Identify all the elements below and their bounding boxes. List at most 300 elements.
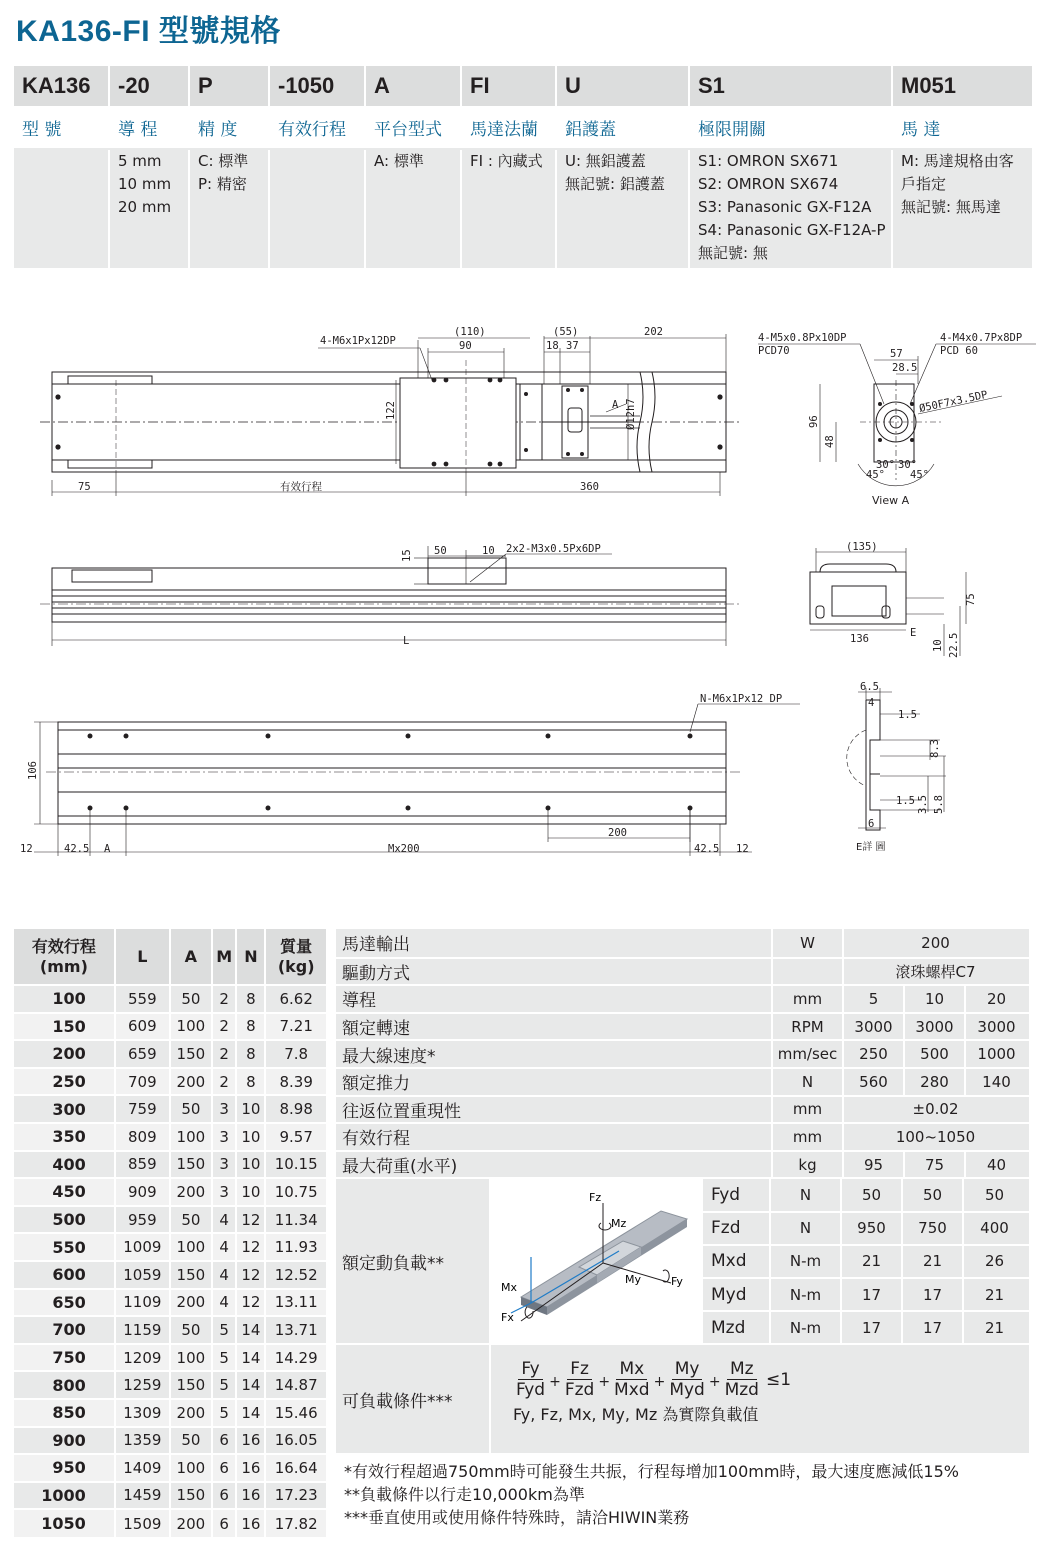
table-cell: 809	[115, 1123, 170, 1151]
option-item: 無記號: 無馬達	[901, 198, 1001, 216]
table-cell: 550	[14, 1233, 115, 1261]
dim-text: 200	[608, 827, 627, 839]
options-model	[14, 150, 110, 268]
spec-row-stroke	[336, 1122, 1029, 1150]
load-value: 17	[903, 1312, 964, 1343]
load-symbol: Fyd	[703, 1179, 771, 1210]
dim-text: 6	[868, 818, 875, 830]
dim-text: 202	[644, 326, 663, 338]
table-cell: 10	[236, 1151, 265, 1179]
table-cell: 1209	[115, 1344, 170, 1372]
table-cell: 800	[14, 1371, 115, 1399]
spec-row-lead	[336, 984, 1029, 1012]
table-cell: 1309	[115, 1399, 170, 1427]
load-symbol: Mxd	[703, 1246, 771, 1277]
load-value: 26	[984, 1252, 1005, 1271]
spec-unit: mm	[773, 1124, 844, 1150]
dim-text: 75	[965, 593, 977, 606]
spec-value: 滾珠螺桿C7	[895, 962, 976, 981]
table-cell: 5	[212, 1344, 237, 1372]
dim-text: 90	[459, 340, 472, 352]
table-cell: 14	[236, 1399, 265, 1427]
table-row	[14, 1509, 327, 1537]
option-item: C: 標準	[198, 152, 249, 170]
spec-unit: mm	[773, 986, 844, 1012]
spec-name: 額定推力	[336, 1069, 773, 1095]
table-cell: 12	[236, 1233, 265, 1261]
dim-text: PCD 60	[940, 345, 978, 357]
load-symbol: Mzd	[703, 1312, 771, 1343]
table-cell: 909	[115, 1178, 170, 1206]
dim-text: 45°	[910, 469, 929, 481]
fraction: $\frac{Fy}{\text{Fyd}}$	[516, 1359, 546, 1401]
load-value: 21	[903, 1246, 964, 1277]
table-cell: 6	[212, 1427, 237, 1455]
spec-unit: mm/sec	[773, 1041, 844, 1067]
table-cell: 50	[170, 1316, 212, 1344]
spec-row-drive	[336, 957, 1029, 985]
dim-text: Mx200	[388, 843, 420, 855]
spec-name: 最大線速度*	[336, 1041, 773, 1067]
table-cell: 14.29	[265, 1344, 327, 1372]
condition-note: Fy, Fz, Mx, My, Mz 為實際負載值	[513, 1405, 759, 1425]
table-cell: 10.75	[265, 1178, 327, 1206]
detail-e	[847, 688, 946, 830]
table-cell: 100	[170, 1233, 212, 1261]
table-cell: 6	[212, 1482, 237, 1510]
label-motor: 馬 達	[901, 119, 941, 140]
table-cell: 7.8	[265, 1040, 327, 1068]
dim-text: Ø50F7x3.5DP	[918, 388, 989, 415]
detail-e-caption: E詳 圖	[856, 842, 886, 853]
table-cell: 200	[170, 1178, 212, 1206]
dim-text: 12	[736, 843, 749, 855]
table-cell: 200	[170, 1509, 212, 1537]
load-value: 50	[984, 1185, 1005, 1204]
code-cover: U	[557, 66, 690, 106]
table-row	[14, 1482, 327, 1510]
load-unit: N-m	[771, 1246, 842, 1277]
table-cell: 8.98	[265, 1095, 327, 1123]
table-cell: 759	[115, 1095, 170, 1123]
spec-value: 3000	[905, 1014, 966, 1040]
header-M: M	[212, 929, 237, 985]
spec-unit	[773, 959, 844, 985]
table-cell: 200	[170, 1289, 212, 1317]
code-lead: -20	[110, 66, 190, 106]
dim-text: 42.5	[694, 843, 720, 855]
table-cell: 16.05	[265, 1427, 327, 1455]
options-motor	[893, 150, 1032, 268]
dynamic-load-block	[336, 1177, 1029, 1343]
table-cell: 10	[236, 1095, 265, 1123]
options-precision	[190, 150, 270, 268]
dim-text: 1.5	[896, 795, 915, 807]
dim-text: 106	[27, 761, 39, 780]
label-cover: 鋁護蓋	[557, 106, 690, 148]
label-platform: 平台型式	[366, 106, 462, 148]
load-row	[703, 1310, 1029, 1343]
table-cell: 100	[170, 1123, 212, 1151]
table-cell: 3	[212, 1178, 237, 1206]
spec-value: 20	[986, 989, 1007, 1008]
table-cell: 300	[14, 1095, 115, 1123]
table-cell: 1359	[115, 1427, 170, 1455]
model-options-row	[14, 148, 1032, 268]
axis-label: My	[625, 1273, 642, 1287]
load-unit: N-m	[771, 1279, 842, 1310]
option-item: S4: Panasonic GX-F12A-P	[698, 221, 886, 239]
spec-unit: kg	[773, 1152, 844, 1178]
load-value: 17	[842, 1312, 903, 1343]
options-stroke	[270, 150, 366, 268]
footnote: ***垂直使用或使用條件特殊時，請洽HIWIN業務	[344, 1508, 690, 1527]
spec-row-speed	[336, 1039, 1029, 1067]
table-cell: 1009	[115, 1233, 170, 1261]
load-unit: N	[771, 1179, 842, 1210]
spec-name: 馬達輸出	[336, 929, 773, 957]
stroke-table-body	[14, 985, 327, 1537]
load-row	[703, 1277, 1029, 1310]
axis-label: Mz	[611, 1217, 627, 1231]
dim-text: 57	[890, 348, 903, 360]
table-cell: 350	[14, 1123, 115, 1151]
dim-text: 30°	[898, 459, 917, 471]
option-item: 無記號: 鋁護蓋	[565, 175, 665, 193]
table-cell: 14	[236, 1316, 265, 1344]
table-cell: 1159	[115, 1316, 170, 1344]
stroke-table-header	[14, 929, 327, 985]
table-cell: 3	[212, 1095, 237, 1123]
load-value: 50	[842, 1179, 903, 1210]
code-flange: FI	[462, 66, 557, 106]
table-row	[14, 1123, 327, 1151]
side-view	[40, 546, 740, 646]
table-cell: 750	[14, 1344, 115, 1372]
dim-text: L	[403, 635, 410, 647]
spec-value: 1000	[977, 1045, 1016, 1064]
label-stroke: 有效行程	[270, 106, 366, 148]
spec-value: 95	[844, 1152, 905, 1178]
code-platform: A	[366, 66, 462, 106]
table-row	[14, 1040, 327, 1068]
table-cell: 650	[14, 1289, 115, 1317]
table-cell: 2	[212, 1013, 237, 1041]
table-cell: 1050	[14, 1509, 115, 1537]
spec-value: 280	[905, 1069, 966, 1095]
spec-unit: N	[773, 1069, 844, 1095]
load-symbol: Myd	[703, 1279, 771, 1310]
dim-text: (110)	[454, 326, 486, 338]
table-cell: 6	[212, 1454, 237, 1482]
dim-text: 22.5	[948, 632, 960, 658]
dim-text: 5.8	[933, 795, 945, 814]
spec-unit: W	[773, 929, 844, 957]
table-row	[14, 1151, 327, 1179]
dim-text: 37	[566, 340, 579, 352]
table-row	[14, 1399, 327, 1427]
load-row	[703, 1179, 1029, 1210]
table-row	[14, 1095, 327, 1123]
dim-text: 96	[808, 415, 820, 428]
model-label-row	[14, 106, 1032, 148]
table-cell: 100	[170, 1013, 212, 1041]
table-row	[14, 1316, 327, 1344]
table-cell: 10	[236, 1178, 265, 1206]
inequality: ≤1	[765, 1369, 792, 1390]
dim-text: 8.3	[929, 739, 941, 758]
table-cell: 659	[115, 1040, 170, 1068]
spec-value: 560	[844, 1069, 905, 1095]
load-row	[703, 1244, 1029, 1277]
table-cell: 13.11	[265, 1289, 327, 1317]
axis-label: Fx	[501, 1311, 514, 1325]
load-symbol: Fzd	[703, 1213, 771, 1244]
table-cell: 50	[170, 1095, 212, 1123]
model-code-row	[14, 66, 1032, 106]
dim-text: A	[104, 843, 111, 855]
table-cell: 5	[212, 1371, 237, 1399]
table-row	[14, 1454, 327, 1482]
load-value: 17	[842, 1279, 903, 1310]
table-row	[14, 1068, 327, 1096]
dim-text: 4	[868, 697, 875, 709]
dim-text: 18	[546, 340, 559, 352]
dim-text: 28.5	[892, 362, 918, 374]
table-cell: 150	[170, 1261, 212, 1289]
bottom-view	[34, 704, 800, 856]
label-model: 型 號	[14, 106, 110, 148]
fraction: $\frac{My}{\text{Myd}}$	[669, 1359, 705, 1401]
spec-unit: mm	[773, 1097, 844, 1123]
spec-name: 額定轉速	[336, 1014, 773, 1040]
table-cell: 12	[236, 1261, 265, 1289]
options-switch	[690, 150, 893, 268]
table-cell: 8	[236, 1013, 265, 1041]
table-cell: 16	[236, 1427, 265, 1455]
table-row	[14, 1013, 327, 1041]
table-cell: 12.52	[265, 1261, 327, 1289]
load-condition-block	[336, 1343, 1029, 1453]
formula: $\frac{Fy}{\text{Fyd}}$ + $\frac{Fz}{\text{Fzd}}$ + $\frac{Mx}{\text{Mxd}}$ + $\frac{My}{\text{Myd}}$ + $\frac{Mz}{\text{Mzd}}$ ≤1	[516, 1359, 792, 1401]
table-cell: 100	[170, 1454, 212, 1482]
dynamic-load-label: 額定動負載**	[336, 1179, 491, 1343]
option-item: 20 mm	[118, 198, 172, 216]
table-cell: 4	[212, 1261, 237, 1289]
spec-value: 3000	[977, 1017, 1016, 1036]
dim-text: 12	[20, 843, 33, 855]
table-cell: 11.34	[265, 1206, 327, 1234]
dim-text: PCD70	[758, 345, 790, 357]
table-row	[14, 1206, 327, 1234]
spec-row-repeatability	[336, 1095, 1029, 1123]
load-value: 21	[984, 1318, 1005, 1337]
table-cell: 250	[14, 1068, 115, 1096]
table-cell: 200	[170, 1399, 212, 1427]
dim-text: N-M6x1Px12 DP	[700, 693, 783, 705]
fraction: $\frac{Mz}{\text{Mzd}}$	[724, 1359, 759, 1401]
code-motor: M051	[901, 73, 957, 98]
table-cell: 150	[170, 1151, 212, 1179]
table-cell: 150	[170, 1040, 212, 1068]
load-value: 400	[980, 1219, 1009, 1238]
table-cell: 17.23	[265, 1482, 327, 1510]
axis-label: Fy	[671, 1275, 683, 1289]
load-value: 17	[903, 1279, 964, 1310]
code-precision: P	[190, 66, 270, 106]
table-cell: 11.93	[265, 1233, 327, 1261]
load-condition-formula	[491, 1345, 1029, 1453]
dim-text: 122	[385, 401, 397, 420]
actuator-load-illustration	[491, 1179, 703, 1343]
spec-table	[336, 929, 1029, 1453]
dim-text: 48	[824, 435, 836, 448]
dim-text: 4-M4x0.7Px8DP	[940, 332, 1023, 344]
spec-value: 500	[905, 1041, 966, 1067]
dim-text: Ø12h7	[625, 398, 637, 430]
table-cell: 50	[170, 985, 212, 1013]
table-cell: 850	[14, 1399, 115, 1427]
footnotes	[344, 1460, 959, 1529]
table-cell: 1259	[115, 1371, 170, 1399]
axis-label: Mx	[501, 1281, 518, 1295]
table-cell: 14	[236, 1371, 265, 1399]
spec-name: 有效行程	[336, 1124, 773, 1150]
dim-text: (55)	[553, 326, 579, 338]
table-cell: 12	[236, 1289, 265, 1317]
table-cell: 150	[170, 1371, 212, 1399]
label-flange: 馬達法蘭	[462, 106, 557, 148]
table-cell: 1059	[115, 1261, 170, 1289]
model-code-table	[14, 66, 1032, 268]
axis-label: Fz	[589, 1191, 602, 1205]
table-cell: 450	[14, 1178, 115, 1206]
table-cell: 1459	[115, 1482, 170, 1510]
spec-value: 75	[905, 1152, 966, 1178]
table-cell: 16	[236, 1509, 265, 1537]
table-row	[14, 985, 327, 1013]
dim-text: 4-M5x0.8Px10DP	[758, 332, 847, 344]
dim-text: 3.5	[917, 795, 929, 814]
table-cell: 950	[14, 1454, 115, 1482]
table-row	[14, 1289, 327, 1317]
table-cell: 1409	[115, 1454, 170, 1482]
load-value: 21	[842, 1246, 903, 1277]
spec-value: 5	[844, 986, 905, 1012]
option-item: S3: Panasonic GX-F12A	[698, 198, 872, 216]
table-cell: 100	[14, 985, 115, 1013]
table-row	[14, 1427, 327, 1455]
table-cell: 700	[14, 1316, 115, 1344]
dim-text: 1.5	[898, 709, 917, 721]
dim-text: 45°	[866, 469, 885, 481]
spec-unit: RPM	[773, 1014, 844, 1040]
dynamic-load-values	[703, 1179, 1029, 1343]
load-value: 950	[842, 1213, 903, 1244]
spec-row-rpm	[336, 1012, 1029, 1040]
header-stroke: 有效行程 (mm)	[14, 929, 115, 985]
dim-text: 30°	[876, 459, 895, 471]
table-cell: 8.39	[265, 1068, 327, 1096]
load-diagram	[491, 1179, 703, 1343]
table-row	[14, 1371, 327, 1399]
spec-name: 最大荷重(水平)	[336, 1152, 773, 1178]
spec-row-motor-power	[336, 929, 1029, 957]
load-unit: N-m	[771, 1312, 842, 1343]
table-cell: 4	[212, 1289, 237, 1317]
table-cell: 200	[14, 1040, 115, 1068]
label-switch: 極限開關	[690, 106, 893, 148]
table-cell: 200	[170, 1068, 212, 1096]
spec-value: 3000	[844, 1014, 905, 1040]
table-cell: 12	[236, 1206, 265, 1234]
load-value: 21	[984, 1285, 1005, 1304]
option-item: S1: OMRON SX671	[698, 152, 839, 170]
table-cell: 1509	[115, 1509, 170, 1537]
options-platform	[366, 150, 462, 268]
table-cell: 6.62	[265, 985, 327, 1013]
label-precision: 精 度	[190, 106, 270, 148]
dim-text: E	[910, 627, 917, 639]
table-cell: 15.46	[265, 1399, 327, 1427]
option-item: 無記號: 無	[698, 244, 768, 262]
dim-text: 42.5	[64, 843, 90, 855]
dim-text: 有效行程	[280, 481, 322, 493]
option-item: 10 mm	[118, 175, 172, 193]
code-stroke: -1050	[270, 66, 366, 106]
spec-row-payload	[336, 1150, 1029, 1178]
spec-value: 140	[982, 1072, 1011, 1091]
table-cell: 959	[115, 1206, 170, 1234]
header-L: L	[115, 929, 170, 985]
engineering-drawing	[0, 300, 1050, 870]
table-cell: 2	[212, 1040, 237, 1068]
table-row	[14, 1261, 327, 1289]
dim-text: A	[612, 399, 619, 411]
label-lead: 導 程	[110, 106, 190, 148]
dim-text: 6.5	[860, 681, 879, 693]
table-cell: 50	[170, 1427, 212, 1455]
table-cell: 8	[236, 1040, 265, 1068]
spec-value: 200	[921, 933, 950, 952]
spec-value: 40	[986, 1155, 1007, 1174]
table-cell: 8	[236, 1068, 265, 1096]
table-cell: 16	[236, 1454, 265, 1482]
spec-row-thrust	[336, 1067, 1029, 1095]
table-cell: 100	[170, 1344, 212, 1372]
table-cell: 17.82	[265, 1509, 327, 1537]
options-cover	[557, 150, 690, 268]
option-item: M: 馬達規格由客	[901, 152, 1014, 170]
stroke-table	[14, 929, 328, 1537]
load-condition-label: 可負載條件***	[336, 1345, 491, 1453]
option-item: U: 無鋁護蓋	[565, 152, 646, 170]
table-cell: 5	[212, 1399, 237, 1427]
load-unit: N	[771, 1213, 842, 1244]
table-cell: 400	[14, 1151, 115, 1179]
table-cell: 5	[212, 1316, 237, 1344]
option-item: FI : 內藏式	[470, 152, 543, 170]
footnote: *有效行程超過750mm時可能發生共振，行程每增加100mm時，最大速度應減低15%	[344, 1462, 959, 1481]
fraction: $\frac{Mx}{\text{Mxd}}$	[614, 1359, 650, 1401]
table-cell: 859	[115, 1151, 170, 1179]
table-cell: 10	[236, 1123, 265, 1151]
spec-name: 往返位置重現性	[336, 1097, 773, 1123]
dim-text: 15	[401, 549, 413, 562]
header-mass: 質量 (kg)	[265, 929, 327, 985]
table-cell: 14	[236, 1344, 265, 1372]
load-row	[703, 1211, 1029, 1244]
